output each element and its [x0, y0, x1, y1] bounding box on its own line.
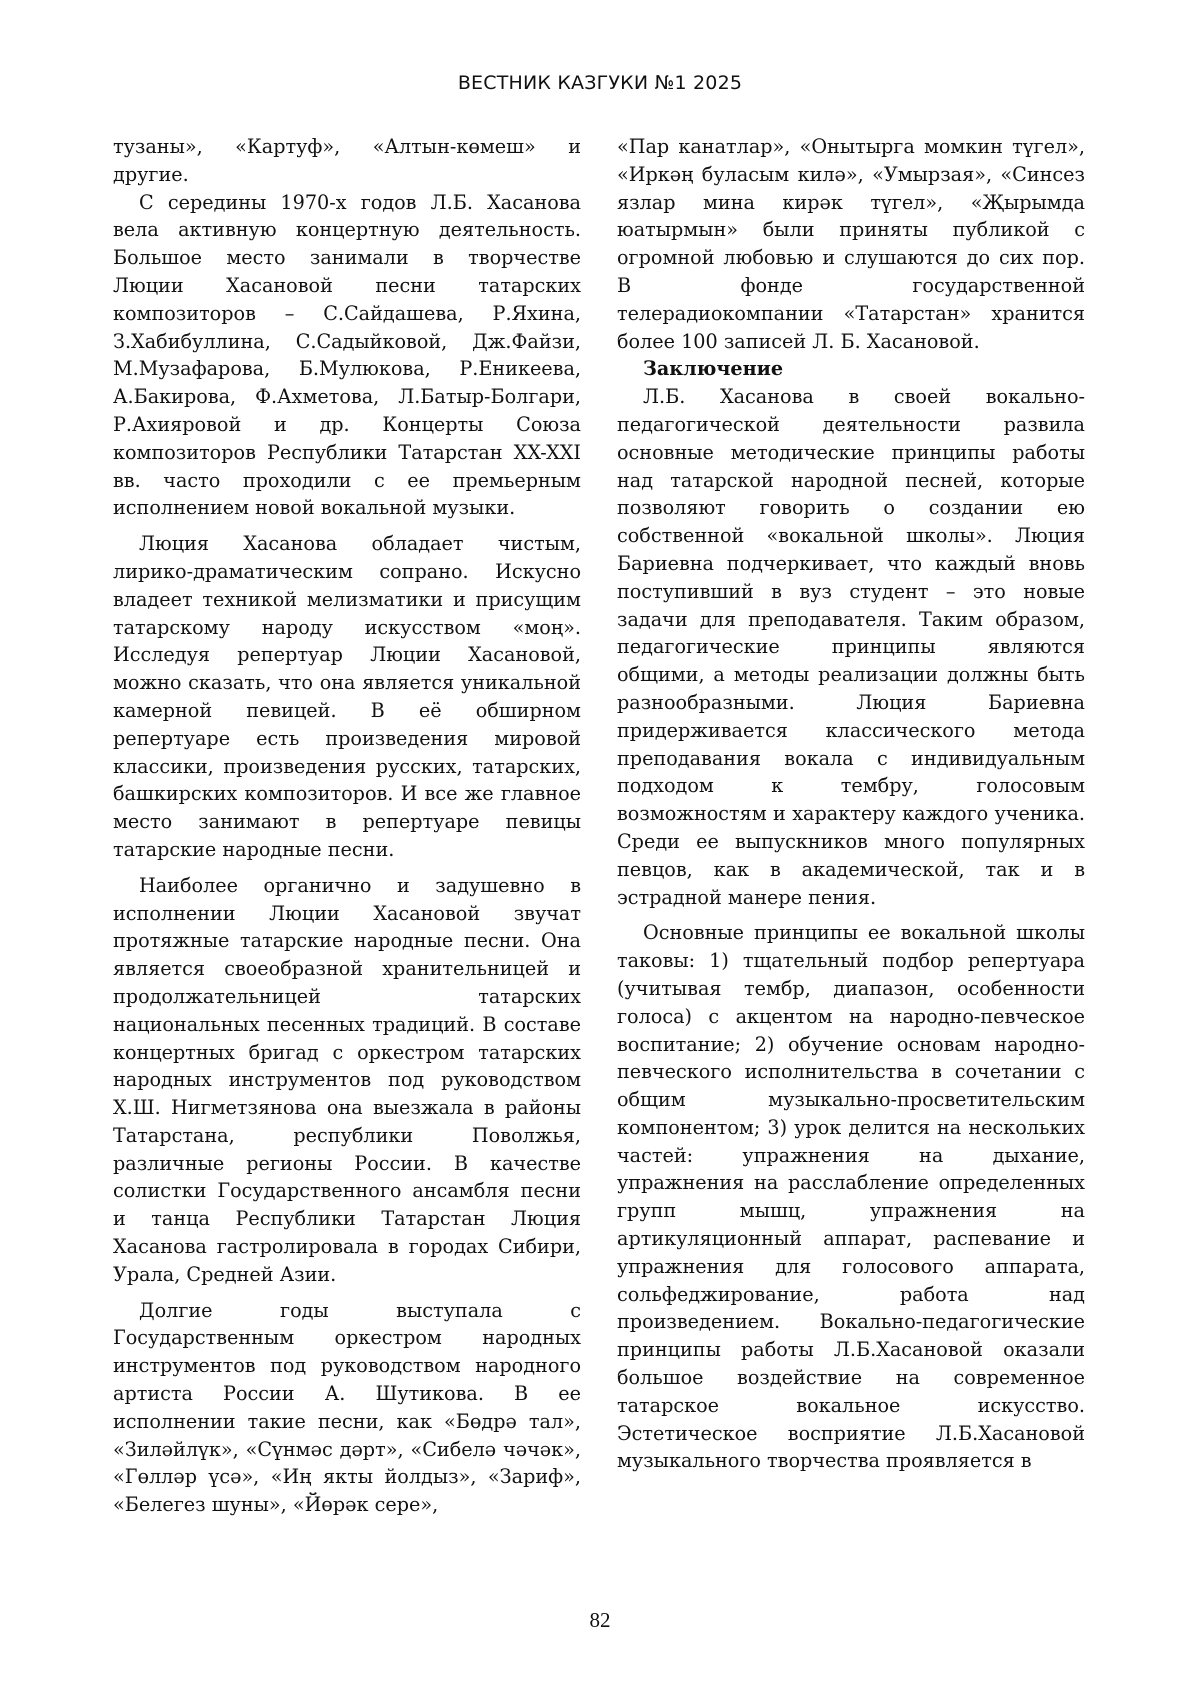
paragraph-voice: Люция Хасанова обладает чистым, лирико-драматическим сопрано. Искусно владеет техникой мелизматики и присущим татарскому народу искусством «моң». Исследуя репертуар Люции Хасановой, можно сказать, что она является уникальной камерной певицей. В её обширном репертуаре есть произведения мировой классики, произведения русских, татарских, башкирских композиторов. И все же главное место занимают в репертуаре певицы татарские народные песни.	[113, 532, 581, 861]
paragraph-pedagogy: Л.Б. Хасанова в своей вокально-педагогической деятельности развила основные методические принципы работы над татарской народной песней, которые позволяют говорить о создании ею собственной «вокальной школы». Люция Бариевна подчеркивает, что каждый вновь поступивший в вуз студент – это новые задачи для преподавателя. Таким образом, педагогические принципы являются общими, а методы реализации должны быть разнообразными. Люция Бариевна придерживается классического метода преподавания вокала с индивидуальным подходом к тембру, голосовым возможностям и характеру каждого ученика. Среди ее выпускников много популярных певцов, как в академической, так и в эстрадной манере пения.	[617, 385, 1085, 909]
paragraph-orchestra: Долгие годы выступала с Государственным оркестром народных инструментов под руководством народного артиста России А. Шутикова. В ее исполнении такие песни, как «Бөдрә тал», «Зиләйлүк», «Сүнмәс дәрт», «Сибелә чәчәк», «Гөлләр үсә», «Иң якты йолдыз», «Зариф», «Белегез шуны», «Йөрәк сере»,	[113, 1298, 581, 1517]
running-head: ВЕСТНИК КАЗГУКИ №1 2025	[457, 72, 743, 94]
paragraph-continuation: тузаны», «Картуф», «Алтын-көмеш» и другие.	[113, 135, 581, 186]
left-column	[113, 133, 581, 1519]
paragraph-principles: Основные принципы ее вокальной школы таковы: 1) тщательный подбор репертуара (учитывая тембр, диапазон, особенности голоса) с акцентом на народно-певческое воспитание; 2) обучение основам народно-певческого исполнительства в сочетании с общим музыкально-просветительским компонентом; 3) урок делится на нескольких частей: упражнения на дыхание, упражнения на расслабление определенных групп мышц, упражнения на артикуляционный аппарат, распевание и упражнения для голосового аппарата, сольфеджирование, работа над произведением. Вокально-педагогические принципы работы Л.Б.Хасановой оказали большое воздействие на современное татарское вокальное искусство. Эстетическое восприятие Л.Б.Хасановой музыкального творчества проявляется в	[617, 921, 1085, 1473]
paragraph-folk-songs: Наиболее органично и задушевно в исполнении Люции Хасановой звучат протяжные татарские народные песни. Она является своеобразной хранительницей и продолжательницей татарских национальных песенных традиций. В составе концертных бригад с оркестром татарских народных инструментов под руководством Х.Ш. Нигметзянова она выезжала в районы Татарстана, республики Поволжья, различные регионы России. В качестве солистки Государственного ансамбля песни и танца Республики Татарстан Люция Хасанова гастролировала в городах Сибири, Урала, Средней Азии.	[113, 873, 581, 1286]
section-heading-conclusion: Заключение	[643, 357, 784, 381]
right-column	[617, 133, 1085, 1475]
page-number: 82	[589, 1608, 611, 1632]
paragraph-song-list: «Пар канатлар», «Онытырга момкин түгел», «Иркәң буласым килә», «Умырзая», «Синсез язлар мина кирәк түгел», «Җырымда юатырмын» были приняты публикой с огромной любовью и слушаются до сих пор. В фонде государственной телерадиокомпании «Татарстан» хранится более 100 записей Л. Б. Хасановой.	[617, 135, 1085, 353]
paragraph-concert-activity: С середины 1970-х годов Л.Б. Хасанова вела активную концертную деятельность. Большое место занимали в творчестве Люции Хасановой песни татарских композиторов – С.Сайдашева, Р.Яхина, З.Хабибуллина, С.Садыйковой, Дж.Файзи, М.Музафарова, Б.Мулюкова, Р.Еникеева, А.Бакирова, Ф.Ахметова, Л.Батыр-Болгари, Р.Ахияровой и др. Концерты Союза композиторов Республики Татарстан XX-XXI вв. часто проходили с ее премьерным исполнением новой вокальной музыки.	[113, 190, 581, 520]
